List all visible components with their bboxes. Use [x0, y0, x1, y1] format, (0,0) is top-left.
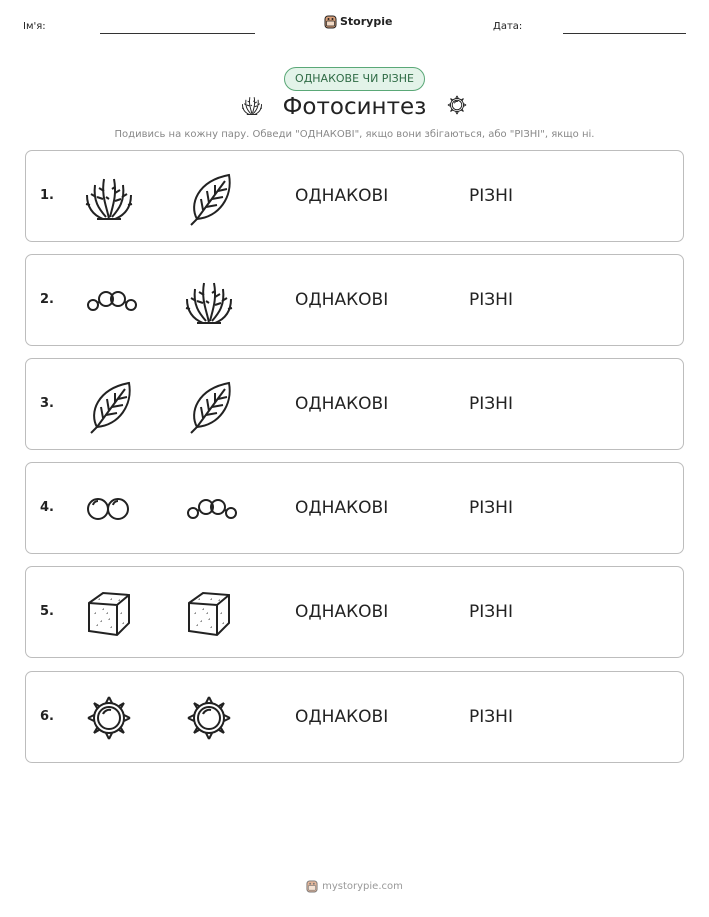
question-row — [25, 254, 684, 346]
sun-icon — [179, 688, 239, 748]
different-option[interactable]: РІЗНІ — [469, 394, 513, 414]
title-row — [0, 92, 709, 122]
footer-url: mystorypie.com — [322, 880, 403, 892]
question-row — [25, 462, 684, 554]
question-number: 6. — [40, 709, 54, 724]
sugar-cube-icon — [79, 583, 139, 643]
same-option[interactable]: ОДНАКОВІ — [295, 186, 389, 206]
date-label: Дата: — [493, 21, 523, 32]
question-row — [25, 566, 684, 658]
different-option[interactable]: РІЗНІ — [469, 186, 513, 206]
molecule-icon — [179, 479, 239, 539]
question-number: 3. — [40, 396, 54, 411]
brand-name: Storypie — [340, 15, 393, 28]
seaweed-icon — [79, 167, 139, 227]
question-row — [25, 671, 684, 763]
question-row — [25, 358, 684, 450]
different-option[interactable]: РІЗНІ — [469, 602, 513, 622]
mascot-icon — [306, 879, 318, 893]
two-bubbles-icon — [79, 479, 139, 539]
seaweed-icon — [239, 92, 265, 122]
activity-badge: ОДНАКОВЕ ЧИ РІЗНЕ — [284, 67, 425, 91]
leaf-icon — [79, 375, 139, 435]
instructions: Подивись на кожну пару. Обведи "ОДНАКОВІ", якщо вони збігаються, або "РІЗНІ", якщо ні. — [114, 129, 595, 140]
molecule-icon — [79, 271, 139, 331]
name-label: Ім'я: — [23, 21, 46, 32]
leaf-icon — [179, 375, 239, 435]
question-number: 5. — [40, 604, 54, 619]
same-option[interactable]: ОДНАКОВІ — [295, 602, 389, 622]
mascot-icon — [324, 14, 337, 29]
brand-logo — [324, 14, 392, 29]
same-option[interactable]: ОДНАКОВІ — [295, 498, 389, 518]
different-option[interactable]: РІЗНІ — [469, 707, 513, 727]
same-option[interactable]: ОДНАКОВІ — [295, 707, 389, 727]
same-option[interactable]: ОДНАКОВІ — [295, 290, 389, 310]
different-option[interactable]: РІЗНІ — [469, 290, 513, 310]
seaweed-icon — [179, 271, 239, 331]
sun-icon — [444, 92, 470, 122]
leaf-icon — [179, 167, 239, 227]
same-option[interactable]: ОДНАКОВІ — [295, 394, 389, 414]
footer — [0, 879, 709, 893]
name-line[interactable] — [100, 33, 255, 34]
question-row — [25, 150, 684, 242]
different-option[interactable]: РІЗНІ — [469, 498, 513, 518]
sun-icon — [79, 688, 139, 748]
page-title: Фотосинтез — [282, 94, 427, 120]
question-number: 2. — [40, 292, 54, 307]
sugar-cube-icon — [179, 583, 239, 643]
question-number: 1. — [40, 188, 54, 203]
question-number: 4. — [40, 500, 54, 515]
date-line[interactable] — [563, 33, 686, 34]
